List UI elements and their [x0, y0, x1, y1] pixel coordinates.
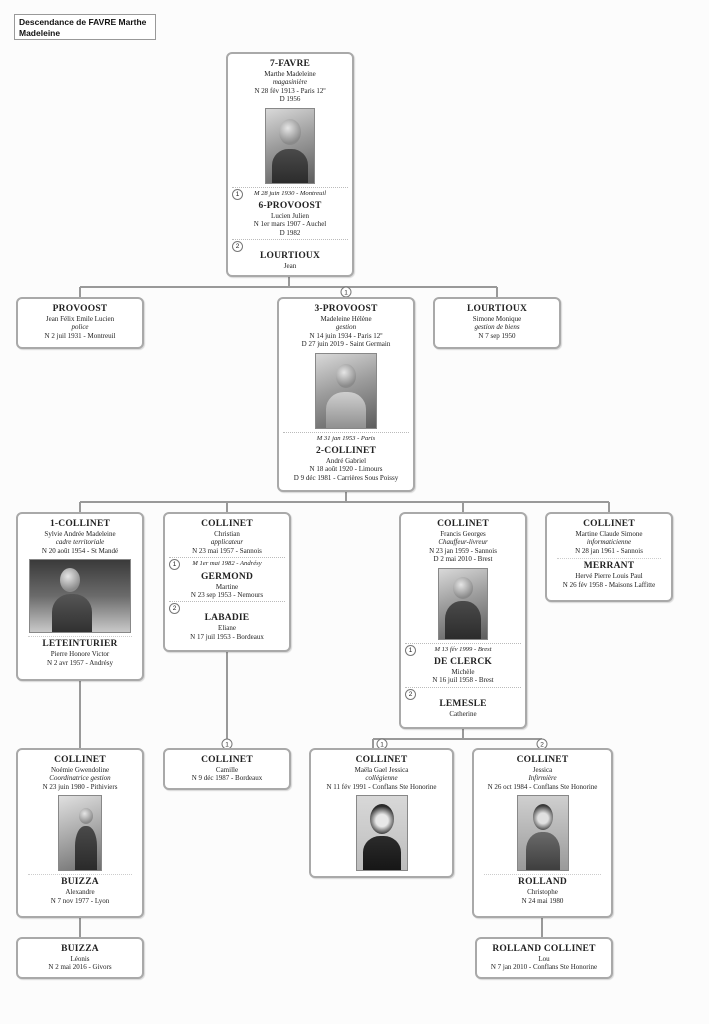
spouse-1-birth: N 1er mars 1907 - Auchel: [253, 220, 327, 229]
chart-title: Descendance de FAVRE Marthe Madeleine: [14, 14, 156, 40]
given-names: Sylvie Andrée Madeleine: [44, 530, 116, 538]
given-names: Madeleine Hélène: [320, 315, 372, 323]
person-card-christian-collinet[interactable]: [163, 512, 291, 652]
marriage-2: [232, 239, 348, 251]
spouse-birth: N 7 nov 1977 - Lyon: [50, 896, 110, 905]
portrait-photo: [356, 795, 408, 871]
spouse-surname: ROLLAND: [518, 877, 567, 888]
surname: ROLLAND COLLINET: [492, 944, 596, 954]
person-card-simone-lourtioux[interactable]: [433, 297, 561, 349]
surname: 3-PROVOOST: [314, 304, 378, 314]
occupation: applicateur: [210, 538, 244, 547]
spouse-surname: BUIZZA: [61, 877, 99, 888]
given-names: Francis Georges: [440, 530, 486, 538]
given-names: Jessica: [532, 766, 553, 774]
marriage-1: 1 M 28 juin 1930 - Montreuil: [232, 187, 348, 198]
spouse-surname: MERRANT: [583, 561, 635, 572]
marriage-number: 2: [232, 241, 243, 252]
spouse-birth: N 26 fév 1958 - Maisons Laffitte: [562, 580, 656, 589]
marriage-number: 2: [169, 603, 180, 614]
spouse-2-given-names: Catherine: [449, 709, 477, 718]
given-names: Léonis: [70, 955, 90, 963]
given-names: Lou: [538, 955, 550, 963]
person-card-francis-collinet[interactable]: [399, 512, 527, 729]
occupation: gestion: [335, 323, 357, 332]
surname: COLLINET: [201, 755, 253, 765]
occupation: Coordinatrice gestion: [49, 774, 111, 783]
spouse-1-surname: DE CLERCK: [433, 657, 493, 668]
surname: LOURTIOUX: [466, 304, 528, 314]
spouse-given-names: Pierre Honore Victor: [50, 650, 110, 659]
person-card-jessica-collinet[interactable]: [472, 748, 613, 918]
given-names: Camille: [215, 766, 239, 774]
birth: N 7 sep 1950: [478, 331, 516, 340]
person-card-noemie-collinet[interactable]: [16, 748, 144, 918]
spouse-surname: LETEINTURIER: [42, 639, 118, 650]
spouse-1-given-names: Lucien Julien: [271, 212, 309, 221]
spouse-1-birth: N 16 juil 1958 - Brest: [432, 676, 494, 685]
birth: N 23 juin 1980 - Pithiviers: [42, 782, 118, 791]
birth: N 9 déc 1987 - Bordeaux: [191, 774, 263, 783]
occupation: Chauffeur-livreur: [438, 538, 488, 547]
surname: COLLINET: [516, 755, 569, 765]
spouse-2-given-names: Eliane: [218, 624, 236, 633]
marriage-1-number: 1: [344, 289, 348, 297]
separator: [28, 874, 132, 875]
spouse-surname: 2-COLLINET: [315, 446, 377, 457]
occupation: collégienne: [365, 774, 398, 783]
marriage-2: [169, 601, 285, 613]
marriage-number: 2: [405, 689, 416, 700]
spouse-1-given-names: Michèle: [451, 668, 475, 677]
death: D 1956: [279, 95, 301, 104]
spouse-1-surname: GERMOND: [200, 571, 254, 582]
christian-link-number: 1: [225, 741, 229, 749]
occupation: Infirmière: [528, 774, 557, 783]
surname: PROVOOST: [52, 304, 108, 314]
surname: BUIZZA: [61, 944, 99, 954]
occupation: informaticienne: [586, 538, 632, 547]
surname: 1-COLLINET: [49, 519, 111, 529]
separator: [28, 636, 132, 637]
separator: [557, 558, 661, 559]
francis-link-number-2: 2: [540, 741, 544, 749]
person-card-jean-felix-provoost[interactable]: [16, 297, 144, 349]
separator: [484, 874, 601, 875]
surname: COLLINET: [437, 519, 489, 529]
spouse-birth: N 24 mai 1980: [521, 896, 564, 905]
person-card-martine-collinet[interactable]: [545, 512, 673, 602]
occupation: police: [71, 323, 89, 332]
spouse-1-birth: N 23 sep 1953 - Nemours: [190, 591, 264, 600]
portrait-photo: [265, 108, 315, 184]
person-card-marthe-favre[interactable]: [226, 52, 354, 277]
given-names: Martine Claude Simone: [575, 530, 643, 538]
birth: N 28 fév 1913 - Paris 12º: [254, 86, 326, 95]
birth: N 28 jan 1961 - Sannois: [575, 546, 643, 555]
person-card-leonis-buizza[interactable]: [16, 937, 144, 979]
person-card-camille-collinet[interactable]: [163, 748, 291, 790]
marriage-number: 1: [232, 189, 243, 200]
occupation: magasinière: [272, 78, 308, 87]
marriage-number: 1: [169, 559, 180, 570]
marriage-1: 1 M 13 fév 1999 - Brest: [405, 643, 521, 654]
given-names: Christian: [214, 530, 240, 538]
given-names: Jean Félix Emile Lucien: [45, 315, 115, 323]
marriage: M 31 jan 1953 - Paris: [283, 432, 409, 443]
birth: N 23 jan 1959 - Sannois: [429, 546, 497, 555]
surname: COLLINET: [355, 755, 408, 765]
portrait-photo: [517, 795, 569, 871]
portrait-photo: [29, 559, 131, 633]
birth: N 2 mai 2016 - Givors: [48, 963, 112, 972]
death: D 27 juin 2019 - Saint Germain: [301, 340, 391, 349]
birth: N 14 juin 1934 - Paris 12º: [309, 331, 383, 340]
birth: N 7 jan 2010 - Conflans Ste Honorine: [490, 963, 598, 972]
birth: N 2 juil 1931 - Montreuil: [44, 331, 116, 340]
occupation: cadre territoriale: [55, 538, 105, 547]
birth: N 20 août 1954 - St Mandé: [41, 546, 119, 555]
person-card-lou-rolland-collinet[interactable]: [475, 937, 613, 979]
surname: COLLINET: [54, 755, 106, 765]
spouse-given-names: Alexandre: [65, 888, 95, 897]
marriage-1: 1 M 1er mai 1982 - Andrésy: [169, 557, 285, 568]
given-names: Maëla Gael Jessica: [354, 766, 409, 774]
spouse-2-surname: LABADIE: [204, 613, 250, 624]
spouse-1-surname: 6-PROVOOST: [258, 201, 322, 212]
spouse-death: D 9 déc 1981 - Carrières Sous Poissy: [293, 473, 399, 482]
spouse-given-names: André Gabriel: [325, 457, 367, 466]
marriage-number: 1: [405, 645, 416, 656]
surname: COLLINET: [201, 519, 253, 529]
given-names: Simone Monique: [472, 315, 522, 323]
spouse-2-birth: N 17 juil 1953 - Bordeaux: [190, 632, 264, 641]
spouse-1-given-names: Martine: [215, 582, 239, 591]
occupation: gestion de biens: [474, 323, 520, 332]
person-card-madeleine-provoost[interactable]: [277, 297, 415, 492]
marriage-2: [405, 687, 521, 696]
portrait-photo: [438, 568, 488, 640]
person-card-maela-collinet[interactable]: [309, 748, 454, 878]
spouse-2-surname: LOURTIOUX: [259, 251, 321, 262]
spouse-1-death: D 1982: [279, 228, 301, 237]
given-names: Marthe Madeleine: [264, 70, 316, 78]
francis-link-number-1: 1: [380, 741, 384, 749]
death: D 2 mai 2010 - Brest: [433, 555, 493, 564]
surname: COLLINET: [583, 519, 635, 529]
spouse-given-names: Hervé Pierre Louis Paul: [575, 572, 643, 581]
portrait-photo: [315, 353, 377, 429]
portrait-photo: [58, 795, 102, 871]
surname: 7-FAVRE: [269, 59, 311, 69]
spouse-given-names: Christophe: [527, 888, 558, 897]
birth: N 23 mai 1957 - Sannois: [192, 546, 262, 555]
birth: N 26 oct 1984 - Conflans Ste Honorine: [487, 782, 598, 791]
spouse-birth: N 18 août 1920 - Limours: [309, 465, 383, 474]
person-card-sylvie-collinet[interactable]: [16, 512, 144, 681]
birth: N 11 fév 1991 - Conflans Ste Honorine: [326, 782, 437, 791]
spouse-2-given-names: Jean: [283, 262, 297, 271]
spouse-2-surname: LEMESLE: [439, 698, 487, 709]
given-names: Noémie Gwendoline: [50, 766, 110, 774]
spouse-birth: N 2 avr 1957 - Andrésy: [47, 658, 113, 667]
